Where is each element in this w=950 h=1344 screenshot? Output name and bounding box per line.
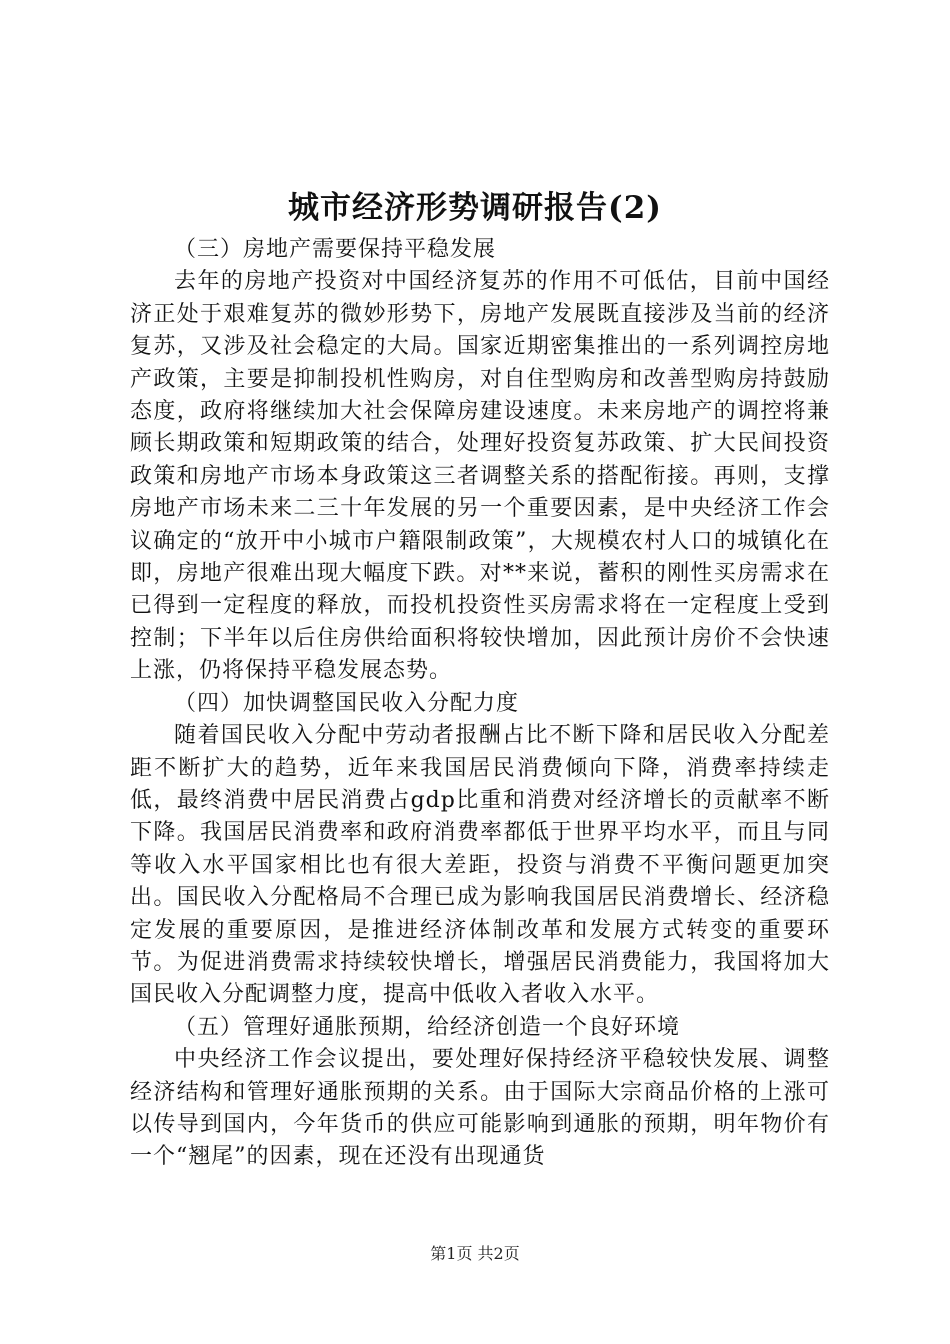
section-heading-4: （四）加快调整国民收入分配力度 [174,690,520,716]
section-heading-3: （三）房地产需要保持平稳发展 [174,237,497,262]
page-number: 第1页 共2页 [430,1244,520,1263]
paragraph-inflation: 中央经济工作会议提出，要处理好保持经济平稳较快发展、调整经济结构和管理好通胀预期的关系。由于国际大宗商品价格的上涨可以传导到国内，今年货币的供应可能影响到通胀的预期，明年物价有一个“翘尾”的因素，现在还没有出现通货 [130,1047,830,1170]
paragraph-income-distribution: 随着国民收入分配中劳动者报酬占比不断下降和居民收入分配差距不断扩大的趋势，近年来我国居民消费倾向下降，消费率持续走低，最终消费中居民消费占gdp比重和消费对经济增长的贡献率不断下降。我国居民消费率和政府消费率都低于世界平均水平，而且与同等收入水平国家相比也有很大差距，投资与消费不平衡问题更加突出。国民收入分配格局不合理已成为影响我国居民消费增长、经济稳定发展的重要原因，是推进经济体制改革和发展方式转变的重要环节。为促进消费需求持续较快增长，增强居民消费能力，我国将加大国民收入分配调整力度，提高中低收入者收入水平。 [130,723,830,1008]
document-body [130,234,830,1174]
paragraph-real-estate: 去年的房地产投资对中国经济复苏的作用不可低估，目前中国经济正处于艰难复苏的微妙形势下，房地产发展既直接涉及当前的经济复苏，又涉及社会稳定的大局。国家近期密集推出的一系列调控房地产政策，主要是抑制投机性购房，对自住型购房和改善型购房持鼓励态度，政府将继续加大社会保障房建设速度。未来房地产的调控将兼顾长期政策和短期政策的结合，处理好投资复苏政策、扩大民间投资政策和房地产市场本身政策这三者调整关系的搭配衔接。再则，支撑房地产市场未来二三十年发展的另一个重要因素，是中央经济工作会议确定的“放开中小城市户籍限制政策”，大规模农村人口的城镇化在即，房地产很难出现大幅度下跌。对**来说，蓄积的刚性买房需求在已得到一定程度的释放，而投机投资性买房需求将在一定程度上受到控制；下半年以后住房供给面积将较快增加，因此预计房价不会快速上涨，仍将保持平稳发展态势。 [130,269,830,684]
document-title: 城市经济形势调研报告(2) [288,190,662,226]
section-heading-5: （五）管理好通胀预期，给经济创造一个良好环境 [174,1014,681,1040]
